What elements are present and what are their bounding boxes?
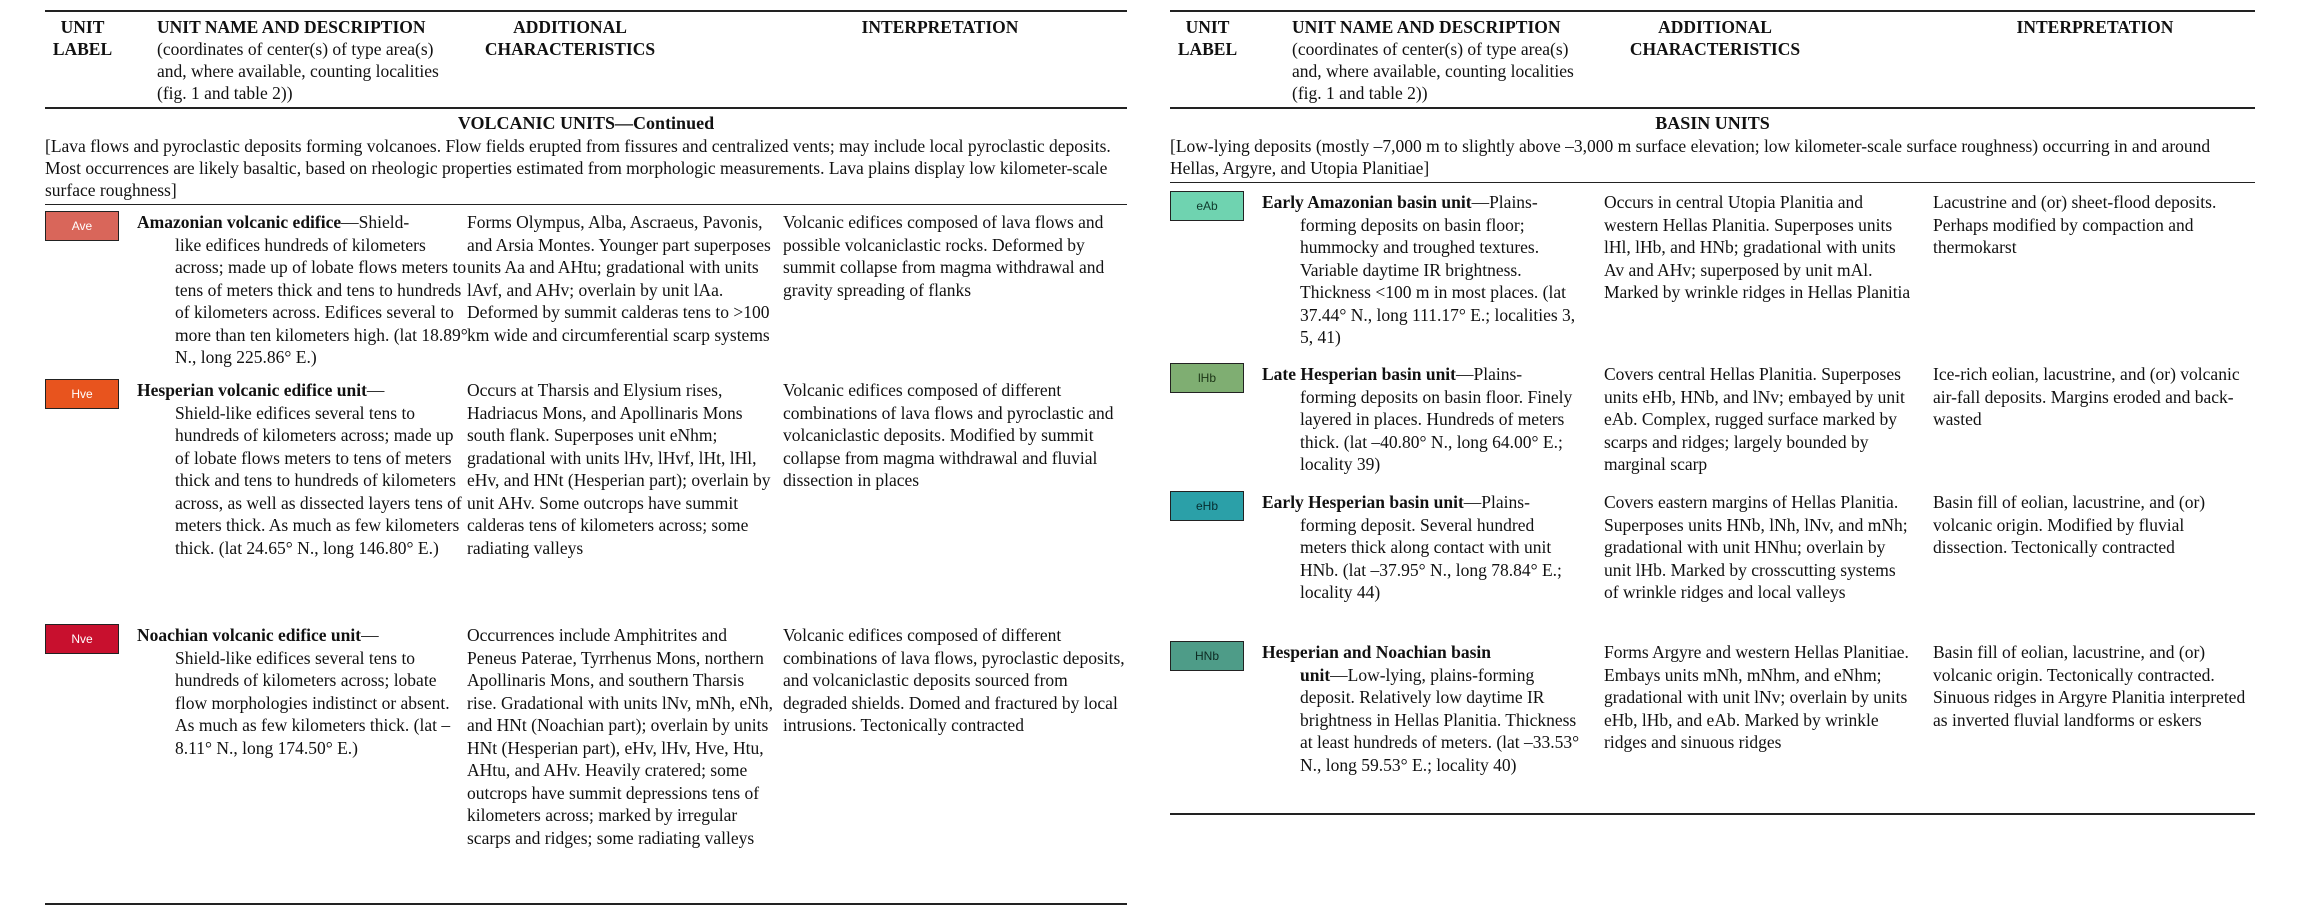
unit-swatch-nve: Nve <box>45 624 119 654</box>
unit-name-ave <box>137 211 472 369</box>
unit-title: Amazonian volcanic edifice <box>137 212 342 232</box>
unit-row-ehb <box>1170 491 2255 641</box>
unit-title: Early Hesperian basin unit <box>1262 492 1464 512</box>
unit-additional-ave: Forms Olympus, Alba, Ascraeus, Pavonis, and Arsia Montes. Younger part superposes units Aa and AHtu; gradational with units lAvf, and AHv; overlain by unit lAa. Deformed by summit calderas tens to >100 km wide and circumferential scarp systems <box>467 212 771 345</box>
header-unit-label-line1: UNIT <box>1185 17 1230 37</box>
unit-description: like edifices hundreds of kilometers across; made up of lobate flows meters to tens of meters thick and tens to hundreds of kilometers across. Edifices several to more than ten kilometers high. (lat 18.89° N., long 225.86° E.) <box>175 234 468 367</box>
unit-interpretation-ave: Volcanic edifices composed of lava flows and possible volcaniclastic rocks. Deformed by summit collapse from magma withdrawal and gravity spreading of flanks <box>783 212 1105 300</box>
unit-interpretation-ehb: Basin fill of eolian, lacustrine, and (or) volcanic origin. Modified by fluvial dissection. Tectonically contracted <box>1933 492 2206 557</box>
unit-additional-nve: Occurrences include Amphitrites and Peneus Paterae, Tyrrhenus Mons, northern Apollinaris Mons, and southern Tharsis rise. Gradational with units lNv, mNh, eNh, and HNt (Noachian part); overlain by units HNt (Hesperian part), eHv, lHv, Hve, Htu, AHtu, and AHv. Heavily cratered; some outcrops have summit depressions tens of kilometers across; marked by irregular scarps and ridges; some radiating valleys <box>467 625 774 848</box>
unit-description: forming deposits on basin floor. Finely layered in places. Hundreds of meters thick. (lat –40.80° N., long 64.00° E.; locality 39) <box>1300 386 1573 474</box>
section-note: [Low-lying deposits (mostly –7,000 m to slightly above –3,000 m surface elevation; low kilometer-scale surface roughness) occurring in and around Hellas, Argyre, and Utopia Planitiae] <box>1170 135 2255 183</box>
unit-title: Noachian volcanic edifice unit <box>137 625 362 645</box>
unit-interpretation-nve: Volcanic edifices composed of different combinations of lava flows, pyroclastic deposits, and volcaniclastic deposits sourced from degraded shields. Domed and fractured by local intrusions. Tectonically contracted <box>783 625 1125 735</box>
right-page-panel <box>1170 10 2255 811</box>
unit-title: Late Hesperian basin unit <box>1262 364 1456 384</box>
unit-name-eab <box>1262 191 1584 349</box>
unit-description: —Low-lying, plains-forming deposit. Relatively low daytime IR brightness in Hellas Planitia. Thickness at least hundreds of meters. (lat –33.53° N., long 59.53° E.; locality 40) <box>1300 664 1580 775</box>
unit-swatch-ave: Ave <box>45 211 119 241</box>
left-page-panel <box>45 10 1127 884</box>
header-name-sub: (coordinates of center(s) of type area(s) and, where available, counting localities (fig. 1 and table 2)) <box>157 39 439 103</box>
table-header <box>1170 10 2255 109</box>
unit-name-hnb <box>1262 641 1584 776</box>
unit-title-dash: —Plains- <box>1463 492 1530 512</box>
unit-title-continued: unit <box>1300 664 1331 685</box>
header-unit-label-line2: LABEL <box>52 39 113 59</box>
unit-row-hnb <box>1170 641 2255 811</box>
unit-swatch-hve: Hve <box>45 379 119 409</box>
header-unit-name <box>1292 16 1602 104</box>
unit-swatch-hnb: HNb <box>1170 641 1244 671</box>
unit-row-eab <box>1170 191 2255 363</box>
unit-row-lhb <box>1170 363 2255 491</box>
header-name-title: UNIT NAME AND DESCRIPTION <box>1292 17 1561 37</box>
unit-name-nve <box>137 624 472 759</box>
unit-name-lhb <box>1262 363 1584 476</box>
header-interpretation: INTERPRETATION <box>861 17 1019 37</box>
table-header <box>45 10 1127 109</box>
unit-additional-hve: Occurs at Tharsis and Elysium rises, Hadriacus Mons, and Apollinaris Mons south flank. Superposes unit eNhm; gradational with units lHv, lHvf, lHt, lHl, eHv, and HNt (Hesperian part); overlain by unit AHv. Some outcrops have summit calderas tens of kilometers across; some radiating valleys <box>467 380 771 558</box>
unit-row-ave <box>45 211 1127 367</box>
header-unit-label-line2: LABEL <box>1177 39 1238 59</box>
header-unit-label <box>45 16 120 60</box>
unit-swatch-eab: eAb <box>1170 191 1244 221</box>
header-additional-line1: ADDITIONAL <box>1658 17 1772 37</box>
unit-description: forming deposit. Several hundred meters thick along contact with unit HNb. (lat –37.95° N., long 78.84° E.; locality 44) <box>1300 514 1562 602</box>
unit-title: Hesperian and Noachian basin <box>1262 642 1492 662</box>
unit-name-hve <box>137 379 472 559</box>
unit-title-dash: — <box>366 380 385 400</box>
header-interpretation: INTERPRETATION <box>2016 17 2174 37</box>
unit-row-hve <box>45 379 1127 624</box>
header-unit-name <box>157 16 467 104</box>
header-additional-line2: CHARACTERISTICS <box>484 39 656 59</box>
section-title: VOLCANIC UNITS—Continued <box>457 113 715 133</box>
section-note: [Lava flows and pyroclastic deposits forming volcanoes. Flow fields erupted from fissures and centralized vents; may include local pyroclastic deposits. Most occurrences are likely basaltic, based on rheologic properties estimated from morphologic measurements. Lava plains display low kilometer-scale surface roughness] <box>45 135 1127 205</box>
unit-row-nve <box>45 624 1127 884</box>
header-additional <box>465 16 675 60</box>
unit-title: Hesperian volcanic edifice unit <box>137 380 367 400</box>
unit-title-dash: —Shield- <box>341 212 410 232</box>
unit-title-dash: —Plains- <box>1456 364 1523 384</box>
unit-interpretation-lhb: Ice-rich eolian, lacustrine, and (or) volcanic air-fall deposits. Margins eroded and back-wasted <box>1933 364 2240 429</box>
unit-additional-eab: Occurs in central Utopia Planitia and western Hellas Planitia. Superposes units lHl, lHb, and HNb; gradational with units Av and AHv; superposed by unit mAl. Marked by wrinkle ridges in Hellas Planitia <box>1604 192 1911 302</box>
unit-additional-ehb: Covers eastern margins of Hellas Planitia. Superposes units HNb, lNh, lNv, and mNh; gradational with unit HNhu; overlain by unit lHb. Marked by crosscutting systems of wrinkle ridges and local valleys <box>1604 492 1908 602</box>
unit-description: Shield-like edifices several tens to hundreds of kilometers across; lobate flow morphologies indistinct or absent. As much as few kilometers thick. (lat –8.11° N., long 174.50° E.) <box>175 647 451 758</box>
header-additional-line1: ADDITIONAL <box>513 17 627 37</box>
header-additional <box>1610 16 1820 60</box>
unit-interpretation-hnb: Basin fill of eolian, lacustrine, and (or) volcanic origin. Tectonically contracted. Sinuous ridges in Argyre Planitia interpreted as inverted fluvial landforms or eskers <box>1933 642 2246 730</box>
unit-additional-lhb: Covers central Hellas Planitia. Superposes units eHb, HNb, and lNv; embayed by unit eAb. Complex, rugged surface marked by scarps and ridges; largely bounded by marginal scarp <box>1604 364 1905 474</box>
bottom-rule <box>1170 813 2255 815</box>
unit-description: forming deposits on basin floor; hummocky and troughed textures. Variable daytime IR brightness. Thickness <100 m in most places. (lat 37.44° N., long 111.17° E.; localities 3, 5, 41) <box>1300 214 1576 347</box>
header-name-sub: (coordinates of center(s) of type area(s) and, where available, counting localities (fig. 1 and table 2)) <box>1292 39 1574 103</box>
header-unit-label <box>1170 16 1245 60</box>
unit-interpretation-eab: Lacustrine and (or) sheet-flood deposits. Perhaps modified by compaction and thermokarst <box>1933 192 2217 257</box>
unit-title: Early Amazonian basin unit <box>1262 192 1472 212</box>
unit-swatch-lhb: lHb <box>1170 363 1244 393</box>
header-additional-line2: CHARACTERISTICS <box>1629 39 1801 59</box>
unit-name-ehb <box>1262 491 1584 604</box>
unit-additional-hnb: Forms Argyre and western Hellas Planitiae. Embays units mNh, mNhm, and eNhm; gradational with unit lNv; overlain by units eHb, lHb, and eAb. Marked by wrinkle ridges and sinuous ridges <box>1604 642 1909 752</box>
unit-swatch-ehb: eHb <box>1170 491 1244 521</box>
unit-title-dash: — <box>361 625 379 645</box>
unit-description: Shield-like edifices several tens to hundreds of kilometers across; made up of lobate flows meters to tens of meters thick and tens to hundreds of kilometers across, as well as dissected layers tens of meters thick. As much as few kilometers thick. (lat 24.65° N., long 146.80° E.) <box>175 402 462 558</box>
header-name-title: UNIT NAME AND DESCRIPTION <box>157 17 426 37</box>
header-unit-label-line1: UNIT <box>60 17 105 37</box>
section-title: BASIN UNITS <box>1655 113 1770 133</box>
unit-title-dash: —Plains- <box>1471 192 1538 212</box>
unit-interpretation-hve: Volcanic edifices composed of different combinations of lava flows and pyroclastic and volcaniclastic deposits. Modified by summit collapse from magma withdrawal and fluvial dissection in places <box>783 380 1114 490</box>
